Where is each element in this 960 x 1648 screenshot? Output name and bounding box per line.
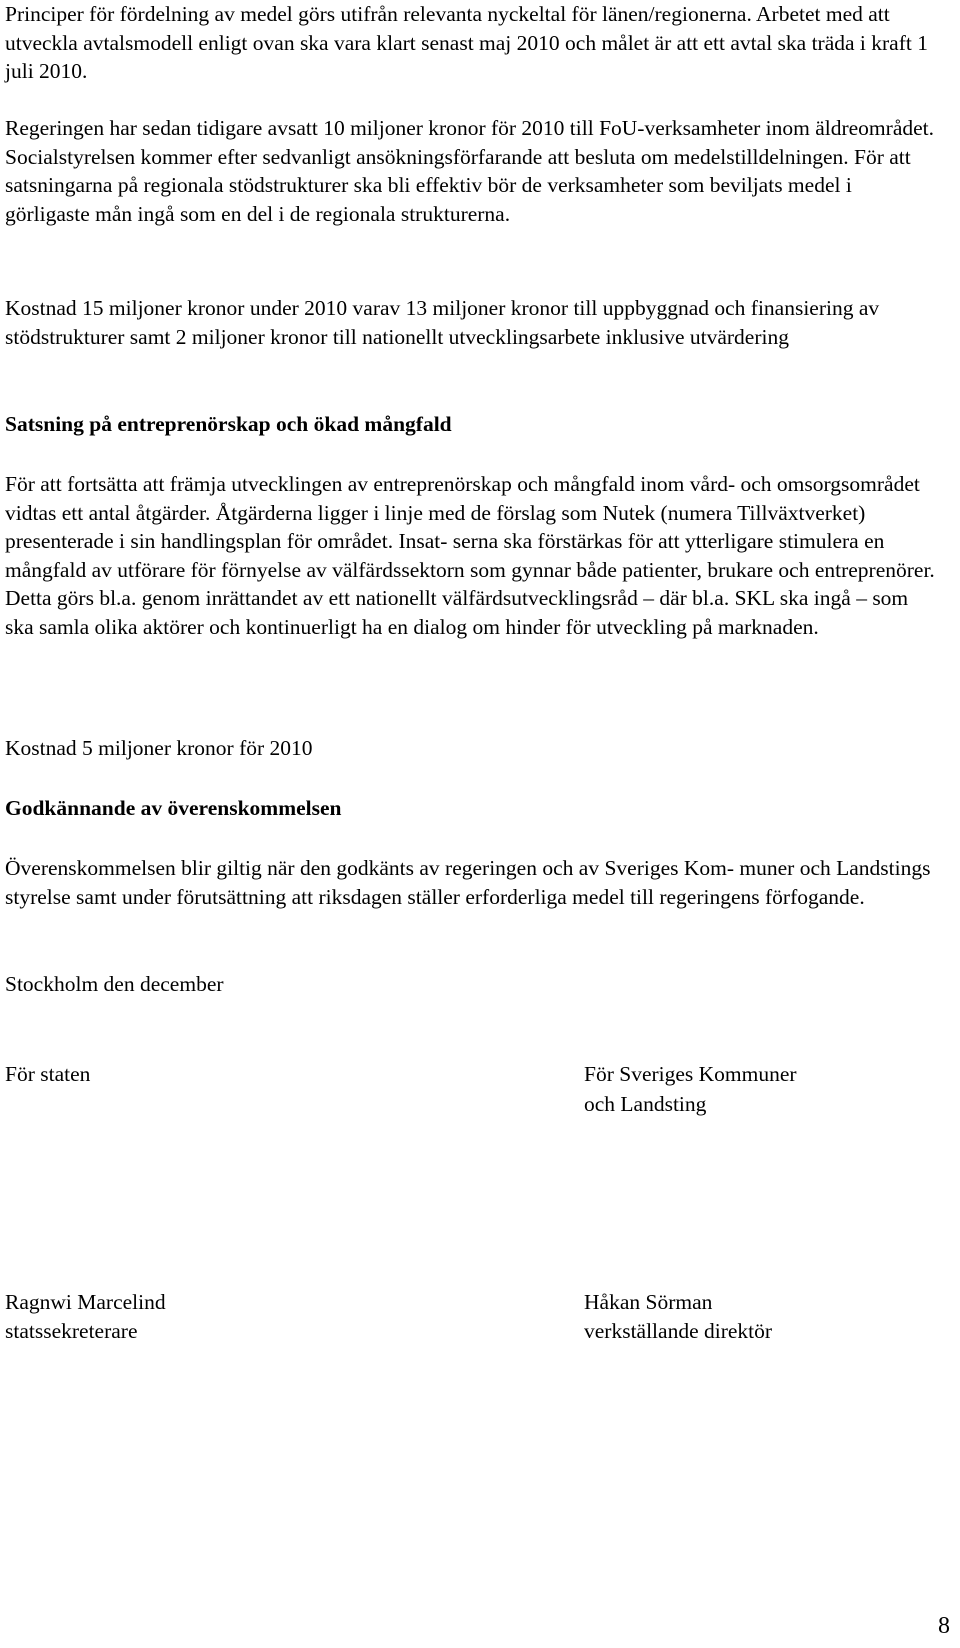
signature-right-party-line1: För Sveriges Kommuner <box>584 1062 797 1086</box>
paragraph-entrepreneurship: För att fortsätta att främja utvecklingen av entreprenörskap och mångfald inom vård- och omsorgsområdet vidtas ett antal åtgärder. Åtgärderna ligger i linje med de förslag som Nutek (numera Tillväxtverket) presenterade i sin handlingsplan för området. Insat- serna ska förstärkas för att ytterligare stimulera en mångfald av utförare för förnyelse av välfärdssektorn som gynnar både patienter, brukare och entreprenörer. Detta görs bl.a. genom inrättandet av ett nationellt välfärdsutvecklingsråd – där bl.a. SKL ska ingå – som ska samla olika aktörer och kontinuerligt ha en dialog om hinder för utveckling på marknaden. <box>5 472 935 639</box>
signature-left-party: För staten <box>5 1062 91 1086</box>
signatory-left-name: Ragnwi Marcelind <box>5 1290 166 1314</box>
paragraph-approval: Överenskommelsen blir giltig när den godkänts av regeringen och av Sveriges Kom- muner och Landstings styrelse samt under förutsättning att riksdagen ställer erforderliga medel till regeringens förfogande. <box>5 856 931 909</box>
page-number: 8 <box>938 1613 950 1639</box>
signatory-right-name: Håkan Sörman <box>584 1290 713 1314</box>
signatory-left-title: statssekreterare <box>5 1319 138 1343</box>
paragraph-cost-5: Kostnad 5 miljoner kronor för 2010 <box>5 736 313 760</box>
heading-approval: Godkännande av överenskommelsen <box>5 796 342 820</box>
paragraph-cost-15: Kostnad 15 miljoner kronor under 2010 varav 13 miljoner kronor till uppbyggnad och finansiering av stödstrukturer samt 2 miljoner kronor till nationellt utvecklingsarbete inklusive utvärdering <box>5 296 880 349</box>
heading-entrepreneurship: Satsning på entreprenörskap och ökad mångfald <box>5 412 452 436</box>
place-date-line: Stockholm den december <box>5 972 224 996</box>
paragraph-principles: Principer för fördelning av medel görs utifrån relevanta nyckeltal för länen/regionerna. Arbetet med att utveckla avtalsmodell enligt ovan ska vara klart senast maj 2010 och målet är att ett avtal ska träda i kraft 1 juli 2010. <box>5 2 928 83</box>
paragraph-fou: Regeringen har sedan tidigare avsatt 10 miljoner kronor för 2010 till FoU-verksamheter inom äldreområdet. Socialstyrelsen kommer efter sedvanligt ansökningsförfarande att besluta om medelstilldelningen. För att satsningarna på regionala stödstrukturer ska bli effektiv bör de verksamheter som beviljats medel i görligaste mån ingå som en del i de regionala strukturerna. <box>5 116 935 226</box>
signatory-right-title: verkställande direktör <box>584 1319 773 1343</box>
signature-right-party-line2: och Landsting <box>584 1092 707 1116</box>
